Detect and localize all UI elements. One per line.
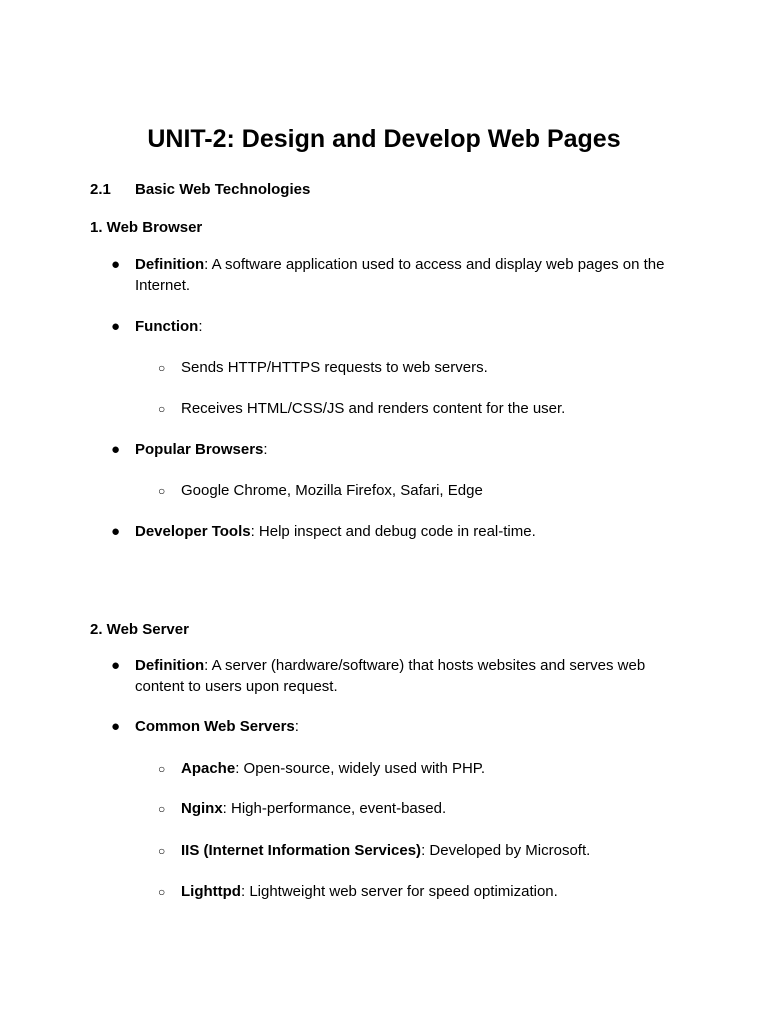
bullet-marker: ●	[111, 523, 121, 540]
sub-bullet-marker: ○	[158, 762, 166, 776]
item-term: Popular Browsers	[135, 441, 264, 458]
list-item-browser-definition	[111, 255, 680, 296]
item-text: Google Chrome, Mozilla Firefox, Safari, Edge	[181, 482, 483, 499]
section-heading-web-browser: 1. Web Browser	[90, 219, 203, 236]
list-item-common-web-servers	[111, 717, 680, 738]
item-text: : Developed by Microsoft.	[421, 842, 591, 859]
item-text: Sends HTTP/HTTPS requests to web servers.	[181, 359, 488, 376]
bullet-marker: ●	[111, 318, 121, 335]
item-term: Definition	[135, 256, 205, 273]
sub-bullet-marker: ○	[158, 844, 166, 858]
bullet-marker: ●	[111, 657, 121, 674]
list-item-nginx	[158, 799, 681, 820]
sub-bullet-marker: ○	[158, 885, 166, 899]
item-text: : High-performance, event-based.	[222, 800, 447, 817]
item-text: : Lightweight web server for speed optimization.	[240, 883, 558, 900]
list-item-apache	[158, 759, 681, 780]
list-item-server-definition	[111, 656, 680, 697]
bullet-marker: ●	[111, 256, 121, 273]
section-heading-web-server: 2. Web Server	[90, 621, 189, 638]
sub-bullet-marker: ○	[158, 802, 166, 816]
list-item-lighttpd	[158, 882, 681, 903]
item-text: Receives HTML/CSS/JS and renders content for the user.	[181, 400, 566, 417]
subsection-number: 2.1	[90, 181, 111, 198]
item-term: Function	[135, 318, 199, 335]
subsection-title: Basic Web Technologies	[135, 181, 311, 198]
bullet-marker: ●	[111, 441, 121, 458]
page-title: UNIT-2: Design and Develop Web Pages	[147, 125, 621, 153]
item-text: : A software application used to access and display web pages on the Internet.	[135, 256, 665, 294]
item-term: Apache	[181, 760, 236, 777]
sub-bullet-marker: ○	[158, 484, 166, 498]
item-term: Lighttpd	[181, 883, 241, 900]
subsection-heading	[90, 180, 310, 200]
item-text: :	[198, 318, 203, 335]
list-item-renders-content	[158, 399, 681, 420]
item-term: Nginx	[181, 800, 223, 817]
item-text: : Open-source, widely used with PHP.	[235, 760, 486, 777]
sub-bullet-marker: ○	[158, 361, 166, 375]
list-item-browser-names	[158, 481, 681, 502]
list-item-sends-requests	[158, 358, 681, 379]
item-text: : Help inspect and debug code in real-time.	[250, 523, 536, 540]
item-text: :	[294, 718, 299, 735]
item-term: Common Web Servers	[135, 718, 295, 735]
bullet-marker: ●	[111, 718, 121, 735]
item-term: IIS (Internet Information Services)	[181, 842, 422, 859]
item-term: Developer Tools	[135, 523, 251, 540]
item-text: : A server (hardware/software) that hosts websites and serves web content to users upon request.	[135, 657, 646, 695]
sub-bullet-marker: ○	[158, 402, 166, 416]
list-item-popular-browsers	[111, 440, 680, 461]
item-term: Definition	[135, 657, 205, 674]
list-item-developer-tools	[111, 522, 680, 543]
list-item-browser-function	[111, 317, 680, 338]
list-item-iis	[158, 841, 681, 862]
item-text: :	[263, 441, 268, 458]
